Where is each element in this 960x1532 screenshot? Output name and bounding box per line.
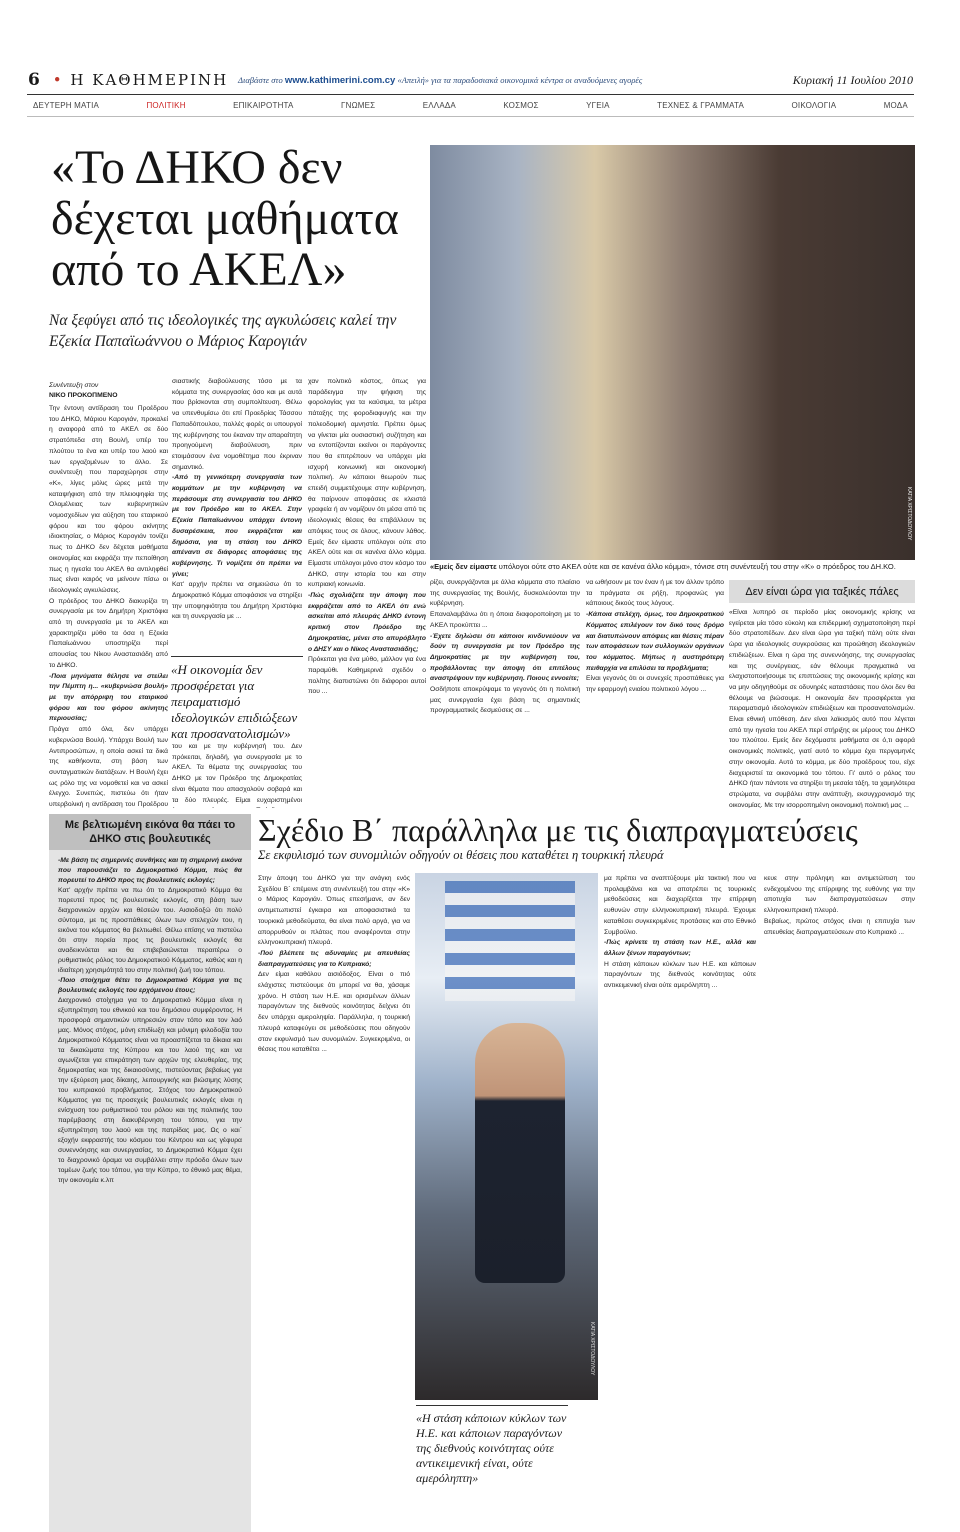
question: -Πού βλέπετε τις αδυναμίες με απευθείας διαπραγματεύσεις για το Κυπριακό; (258, 949, 410, 968)
headline-line: δέχεται μαθήματα (51, 192, 399, 245)
photo-caption-text: υπόλογοι ούτε στο ΑΚΕΛ ούτε και σε κανένα άλλο κόμμα», τόνισε στη συνέντευξή του στην «Κ» ο πρόεδρος του ΔΗ.ΚΟ. (498, 562, 896, 571)
politician-photo (415, 873, 598, 1400)
nav-item[interactable]: ΥΓΕΙΑ (586, 101, 610, 110)
flag-background (445, 881, 575, 1001)
section-nav (27, 94, 914, 117)
article-column-1 (49, 404, 168, 808)
byline (49, 381, 169, 400)
question: -Από τη γενικότερη συνεργασία των κομμάτων με την κυβέρνηση να περάσουμε στη συνεργασία του ΔΗΚΟ με τον Πρόεδρο και το ΑΚΕΛ. Στην Εζεκία Παπαϊωάννου υπάρχει έντονη δυσαρέσκεια, που εκφράζεται και δημόσια, για τη στάση του ΔΗΚΟ απέναντι σε διάφορες αποφάσεις της κυβέρνησης. Τι νομίζετε ότι πρέπει να γίνει; (172, 474, 302, 578)
question: -Με βάση τις σημερινές συνθήκες και τη σημερινή εικόνα που παρουσιάζει το Δημοκρατικό Κόμμα, πώς θα πορευτεί το ΔΗΚΟ προς τις βουλευτικές εκλογές; (58, 857, 242, 884)
paragraph: Κατ' αρχήν πρέπει να πω ότι το Δημοκρατικό Κόμμα θα πορευτεί προς τις βουλευτικές εκλογές, στη βάση των διαχρονικών αρχών και θέσεών του. Αισιοδοξώ ότι πολύ σύντομα, με τις προσπάθειες όλων των στελεχών του, η εικόνα του κόμματος θα βελτιωθεί. Θέλω επίσης να πιστεύω ότι στην πορεία προς τις βουλευτικές εκλογές θα αναδεικνύεται και θα επιβεβαιώνεται περαιτέρω ο ρυθμιστικός ρόλος του Δημοκρατικού Κόμματος, καθώς και η ιδιαίτερη χρησιμότητά του στην πολιτική ζωή του τόπου. (58, 887, 242, 974)
lower-box-title: Με βελτιωμένη εικόνα θα πάει το ΔΗΚΟ στις βουλευτικές (49, 814, 251, 850)
nav-item[interactable]: ΕΠΙΚΑΙΡΟΤΗΤΑ (233, 101, 294, 110)
lower-box (49, 814, 251, 1532)
photo-credit: ΚΑΤΙΑ ΧΡΙΣΤΟΔΟΥΛΟΥ (906, 486, 912, 540)
question: -Ποια μηνύματα θέλησε να στείλει την Πέμπτη η... «κυβερνώσα βουλή» με την απόρριψη του εταιρικού φόρου και του φόρου ακίνητης περιουσίας; (49, 672, 168, 723)
page-number: 6 (28, 70, 40, 90)
question: -Ποιο στοίχημα θέτει το Δημοκρατικό Κόμμα για τις βουλευτικές εκλογές του ερχόμενου έτους; (58, 977, 242, 994)
portrait-photo (430, 145, 915, 560)
promo-url[interactable]: www.kathimerini.com.cy (284, 75, 396, 86)
paragraph: Στην άποψη του ΔΗΚΟ για την ανάγκη ενός Σχεδίου Β΄ επέμεινε στη συνέντευξή του στην «Κ» ο Μάριος Καρογιάν. Όπως επεσήμανε, αν δεν αντιμετωπιστεί έγκαιρα και αποφασιστικά τα τουρκικά μεθοδεύματα, θα είναι πολύ αργά, για να απορρυθούν οι πλάτεις που αναφέρονται στην ελληνοκυπριακή πλευρά. (258, 875, 410, 947)
paragraph: να ωθήσουν με τον έναν ή με τον άλλον τρόπο τα πράγματα σε ρήξη, προφανώς για κάποιους δικούς τους λόγους. (586, 579, 724, 608)
nav-item[interactable]: ΔΕΥΤΕΡΗ ΜΑΤΙΑ (33, 101, 100, 110)
paragraph: Βεβαίως, πρώτος στόχος είναι η επιτυχία των απευθείας διαπραγματεύσεων στο Κυπριακό ... (764, 917, 915, 936)
article-column-5 (586, 578, 724, 808)
lower-box-body (49, 850, 251, 1192)
photo-caption-lead: «Εμείς δεν είμαστε (430, 562, 497, 571)
sidebox-body (729, 608, 915, 808)
paper-name (46, 71, 228, 89)
nav-item[interactable]: ΠΟΛΙΤΙΚΗ (146, 101, 186, 110)
article-column-2b (172, 742, 302, 808)
paragraph: κευε στην πρόληψη και αντιμετώπιση του ενδεχομένου της επίρριψης της ευθύνης για την αποτυχία των διαπραγματεύσεων στην ελληνοκυπριακή πλευρά. (764, 875, 915, 915)
paragraph: χαν πολιτικό κόστος, όπως για παράδειγμα την ψήφιση της φορολογίας για τα καύσιμα, τα μέτρα πάταξης της φοροδιαφυγής και την πολεοδομική αμνηστία. Πρέπει όμως να γίνεται μία ουσιαστική συζήτηση και να εντοπίζονται εκείνοι οι παράγοντες που θα επιτρέπουν να υπάρχει μία ισχυρή κοινωνική και οικονομική πολιτική. Αν κάποιοι θεωρούν πως επειδή συμμετέχουμε στην κυβέρνηση, θα παίρνουν αποφάσεις σε κλειστά γραφεία ή αν νομίζουν ότι μέσα από τις ιδεολογικές θέσεις θα επιβάλλουν τις απόψεις τους σε όλους, κάνουν λάθος. Εμείς δεν είμαστε υπόλογοι ούτε στο ΑΚΕΛ ούτε και σε κανένα άλλο κόμμα. Είμαστε υπόλογοι μόνο στον κόσμο του ΔΗΚΟ, στην ιστορία του και στην κυπριακή κοινωνία. (308, 378, 426, 589)
pull-quote: «Η οικονομία δεν προσφέρεται για πειραματισμό ιδεολογικών επιδιώξεων και προσανατολισμών» (171, 656, 303, 742)
article2-column-4 (764, 874, 915, 1524)
headline (51, 142, 441, 295)
paragraph: του και με την κυβέρνησή του. Δεν πρόκειται, δηλαδή, για συνεργασία με το ΑΚΕΛ. Τα θέματα της συνεργασίας του ΔΗΚΟ με τον Πρόεδρο της Δημοκρατίας είναι θέματα που απασχολούν σοβαρά και τα δύο πλευρές. Είμαι ευχαριστημένοι (172, 743, 302, 804)
question: -Κάποια στελέχη, όμως, του Δημοκρατικού Κόμματος επιλέγουν τον δικό τους δρόμο και διατυπώνουν απόψεις και θέσεις πέραν των αποφάσεων των συλλογικών οργάνων του κόμματος. Μήπως η αυστηρότερη πειθαρχία να επιλύσει τα προβλήματα; (586, 611, 724, 672)
article2-column-3 (604, 874, 756, 1524)
byline-label: Συνέντευξη στον (49, 382, 99, 389)
photo-caption (430, 562, 920, 572)
paper-name-text: Η ΚΑΘΗΜΕΡΙΝΗ (70, 71, 229, 89)
paragraph: ρίζει, συνεργάζονται με άλλα κόμματα στο πλαίσιο της συνεργασίας της Βουλής, δυσκολεύονται την κυβέρνηση. (430, 579, 580, 608)
pull-quote-2: «Η στάση κάποιων κύκλων των Η.Ε. και κάποιων παραγόντων της διεθνούς κοινότητας ούτε αντικειμενική είναι, ούτε αμερόληπτη» (416, 1405, 568, 1486)
paragraph: Οσδήποτε αποκρύψαμε το γεγονός ότι η πολιτική μας συνεργασία έχει βάση τις σημαντικές προγραμματικές δεσμεύσεις σε ... (430, 686, 580, 715)
paragraph: Κατ' αρχήν πρέπει να σημειώσω ότι το Δημοκρατικό Κόμμα αποφάσισε να στηρίξει την υποψηφιότητα του Δημήτρη Χριστόφια και τη συνεργασία με ... (172, 581, 302, 621)
paragraph: Την έντονη αντίδραση του Προέδρου του ΔΗΚΟ, Μάριου Καρογιάν, προκαλεί η αναφορά από το ΑΚΕΛ σε δύο στρατόπεδα στη Βουλή, υπέρ του πλούτου το ένα και υπέρ του λαού και των εργαζομένων το άλλο. Σε συνέντευξη που παραχώρησε στην «Κ», λίγες μόλις ώρες μετά την καταψήφιση από την πλειοψηφία της Ολομέλειας των κυβερνητικών νομοσχεδίων για αύξηση του εταιρικού φόρου και του φόρου ακίνητης ιδιοκτησίας, ο Μάριος Καρογιάν τονίζει πως το ΔΗΚΟ δεν δέχεται μαθήματα οικονομίας και εκφράζει την πεποίθηση πως η ηγεσία του ΑΚΕΛ θα αντιληφθεί πως είναι καιρός να μείνουν πίσω οι ιδεολογικές αγκυλώσεις. (49, 405, 168, 594)
headline-2: Σχέδιο Β΄ παράλληλα με τις διαπραγματεύσεις (258, 812, 858, 848)
paragraph: Διαχρονικό στοίχημα για το Δημοκρατικό Κόμμα είναι η εξυπηρέτηση του εθνικού και του δημόσιου συμφέροντος. Η προσφορά σημαντικών υπηρεσιών στον τόπο και τον λαό μας. Μόνος στόχος, μόνη επιδίωξη και μόνιμη φιλοδοξία του Δημοκρατικού Κόμματος είναι να προασπίζεται τα δίκαια και τα δικαιώματα της Κύπρου και του λαού της και να αγωνίζεται για επικράτηση των αρχών της ελευθερίας, της δημοκρατίας και της δικαιοσύνης, πιστεύοντας βεβαίως για την εξεύρεση μιας δίκαιης, λειτουργικής και βιώσιμης λύσης του κυπριακού προβλήματος. Στόχος του Δημοκρατικού Κόμματος για τις προσεχείς βουλευτικές εκλογές είναι η ενίσχυση του ρυθμιστικού του ρόλου και της πολιτικής του παρέμβασης στη διακυβέρνηση του τόπου, για την εξυπηρέτηση του λαού και της πατρίδας μας. Ως ο και΄ εξοχήν εκφραστής του κόσμου του Κέντρου και ως γέφυρα συνεννόησης και συνεργασίας, το Δημοκρατικό Κόμμα έχει το διαχρονικό όραμα να συμβάλλει στην πρόοδο όλων των τομέων ζωής του τόπου, για την Κύπρο, το έθνικό μας θέμα, την οικονομία κ.λπ (58, 997, 242, 1184)
paragraph: Επαναλαμβάνω ότι η όποια διαφοροποίηση με το ΑΚΕΛ προκύπτει ... (430, 611, 580, 629)
paragraph: «Είναι λυπηρό σε περίοδο μίας οικονομικής κρίσης να εγείρεται μία τόσο εύκολη και επιδερμική σχηματοποίηση περί δύο στρατοπέδων. Δεν είναι ώρα για ταξική πάλη ούτε είναι ώρα για ιδεολογικές συγκρούσεις και προώθηση ιδεολογικών επιδιώξεων. Είναι η ώρα της συνεννόησης, της συνεργασίας και της συνέργειας, εάν θέλουμε πραγματικά να ελαχιστοποιήσουμε τις επιπτώσεις της οικονομικής κρίσης και να μην οδηγηθούμε σε οδυνηρές καταστάσεις που όλοι δεν θα θέλουμε να βιώσουμε. Η οικονομία δεν προσφέρεται για πειραματισμό ιδεολογικών επιδιώξεων και προσανατολισμών. Είναι εθνική υπόθεση. Δεν είναι λαϊκισμός αυτό που λέγεται από την ηγεσία του ΑΚΕΛ περί στήριξης εκ μέρους του ΔΗΚΟ του πλούτου. Εμείς δεν δεχόμαστε μαθήματα σε ό,τι αφορά οικονομικές πολιτικές, γιατί αυτό το κόμμα έχει περγαμηνές στην οικονομία. Αυτό το κόμμα, με δύο προέδρους του, είχε διαχειριστεί τα οικονομικά του τόπου. Γι' αυτό ο ρόλος του ΔΗΚΟ ήταν πάντοτε να στηρίξει τη μεσαία τάξη, τα χαμηλότερα στρώματα, να συμβάλει στην ανάπτυξη, εκσυγχρονισμό της οικονομίας. Με την ισορροπημένη οικονομική πολιτική μας ... (729, 609, 915, 808)
paragraph: σιαστικής διαβούλευσης τόσο με τα κόμματα της συνεργασίας όσο και με αυτά που βρίσκονται στη συμπολίτευση. Θέλω να υπενθυμίσω ότι επί Προεδρίας Τάσσου Παπαδόπουλου, πολλές φορές οι υπουργοί της κυβέρνησης του έκαναν την απαραίτητη προηγούμενη διαβούλευση, πριν ετοιμάσουν ένα νομοθέτημα που έκριναν σημαντικό. (172, 378, 302, 471)
question: -Έχετε δηλώσει ότι κάποιοι κινδυνεύουν να δούν τη συνεργασία με τον Πρόεδρο της Δημοκρατίας με την κυβέρνηση του, προβάλλοντας την άποψη ότι επιτέλους αναστρέψουν την κυβέρνηση. Ποιους εννοείτε; (430, 632, 580, 683)
photo-credit-2: ΚΑΤΙΑ ΧΡΙΣΤΟΔΟΥΛΟΥ (589, 1321, 595, 1375)
question: -Πώς σχολιάζετε την άποψη που εκφράζεται από το ΑΚΕΛ ότι ενώ ασκείται από πλευράς ΔΗΚΟ έντονη κριτική στον Πρόεδρο της Δημοκρατίας, μένει στο απυρόβλητο ο ΔΗΣΥ και ο Νίκος Αναστασιάδης; (308, 592, 426, 653)
question: -Πώς κρίνετε τη στάση των Η.Ε., αλλά και άλλων ξένων παραγόντων; (604, 939, 756, 957)
byline-author: ΝΙΚΟ ΠΡΟΚΟΠΜΕΝΟ (49, 391, 118, 399)
promo-prefix: Διαβάστε στο (238, 75, 283, 85)
subhead: Να ξεφύγει από τις ιδεολογικές της αγκυλώσεις καλεί την Εζεκία Παπαϊωάννου ο Μάριος Καρογιάν (49, 312, 397, 350)
paragraph: Ο πρόεδρος του ΔΗΚΟ διακυρίζει τη συνεργασία με τον Δημήτρη Χριστόφια από τη συνεργασία με το ΑΚΕΛ και χαρακτηρίζει μύθο τα όσα η Εζεκία Παπαϊωάννου υποστηρίζει περί απουσίας του Νίκου Αναστασιάδη από το ΔΗΚΟ. (49, 597, 168, 669)
paragraph: Η στάση κάποιων κύκλων των Η.Ε. και κάποιων παραγόντων της διεθνούς κοινότητας ούτε αντικειμενική είναι ούτε αμερόληπτη ... (604, 960, 756, 990)
paragraph: Δεν είμαι καθόλου αισιόδοξος. Είναι ο πιό ελάχιστες πιστεύουμε ότι μπορεί να θα, χάσαμε χρόνο. Η στάση των Η.Ε. και ορισμένων άλλων παραγόντων της διεθνούς κοινότητας δείχνει ότι δεν υπάρχει αμεροληψία. Παράλληλα, η τουρκική πλευρά καταφεύγει σε μεθοδεύσεις που οδηγούν στον εκφυλισμό των συνομιλιών. Συγκεκριμένα, οι θέσεις που καταθέτει ... (258, 971, 410, 1054)
issue-date: Κυριακή 11 Ιουλίου 2010 (792, 73, 913, 87)
nav-item[interactable]: ΚΟΣΜΟΣ (503, 101, 539, 110)
promo-text: «Απειλή» για τα παραδοσιακά οικονομικά κέντρα οι αναδυόμενες αγορές (397, 75, 643, 85)
bullet-icon: • (46, 71, 71, 89)
paragraph: Πρόκειται για ένα μύθο, μάλλον για ένα παραμύθι. Καθημερινά σχεδόν ο πολίτης διαπιστώνει ότι διάφοροι αυτοί που ... (308, 656, 426, 696)
paragraph: Πράγα από όλα, δεν υπάρχει κυβερνώσα Βουλή. Υπάρχει Βουλή των Αντιπροσώπων, η οποία ασκεί τα δικά της καθήκοντα, στη βάση των συνταγματικών διατάξεων. Η Βουλή έχει ως ρόλο της να νομοθετεί και να ασκεί έλεγχο. Συνεπώς, πιστεύω ότι ήταν υπερβολική η αντίδραση του Προέδρου (49, 726, 168, 808)
nav-item[interactable]: ΓΝΩΜΕΣ (340, 101, 376, 110)
article-column-2 (172, 377, 302, 652)
nav-item[interactable]: ΟΙΚΟΛΟΓΙΑ (791, 101, 837, 110)
headline-line: από το ΑΚΕΛ» (51, 243, 347, 296)
sidebox-title: Δεν είναι ώρα για ταξικές πάλες (729, 580, 915, 603)
subhead-2: Σε εκφυλισμό των συνομιλιών οδηγούν οι θέσεις που καταθέτει η τουρκική πλευρά (258, 848, 664, 862)
nav-item[interactable]: ΕΛΛΑΔΑ (422, 101, 456, 110)
article-column-4 (430, 578, 580, 808)
headline-line: «Το ΔΗΚΟ δεν (51, 141, 343, 194)
nav-item[interactable]: ΜΟΔΑ (883, 101, 908, 110)
paragraph: μα πρέπει να αναπτύξουμε μία τακτική που να προλαμβάνει και να αποτρέπει τις τουρκικές μεθοδεύσεις και διαχειρίζεται την επίρριψη ευθυνών στην ελληνοκυπριακή πλευρά. Έχουμε καταθέσει συγκεκριμένες προτάσεις και στο Εθνικό Συμβούλιο. (604, 875, 756, 936)
promo (238, 75, 642, 86)
paragraph: Είναι γεγονός ότι οι συνεχείς προσπάθειες για την εφαρμογή ενιαίου πολιτικού λόγου ... (586, 675, 724, 694)
article-column-3 (308, 377, 426, 808)
nav-item[interactable]: ΤΕΧΝΕΣ & ΓΡΑΜΜΑΤΑ (657, 101, 745, 110)
article2-column-1 (258, 874, 410, 1524)
person-figure (475, 1023, 565, 1283)
